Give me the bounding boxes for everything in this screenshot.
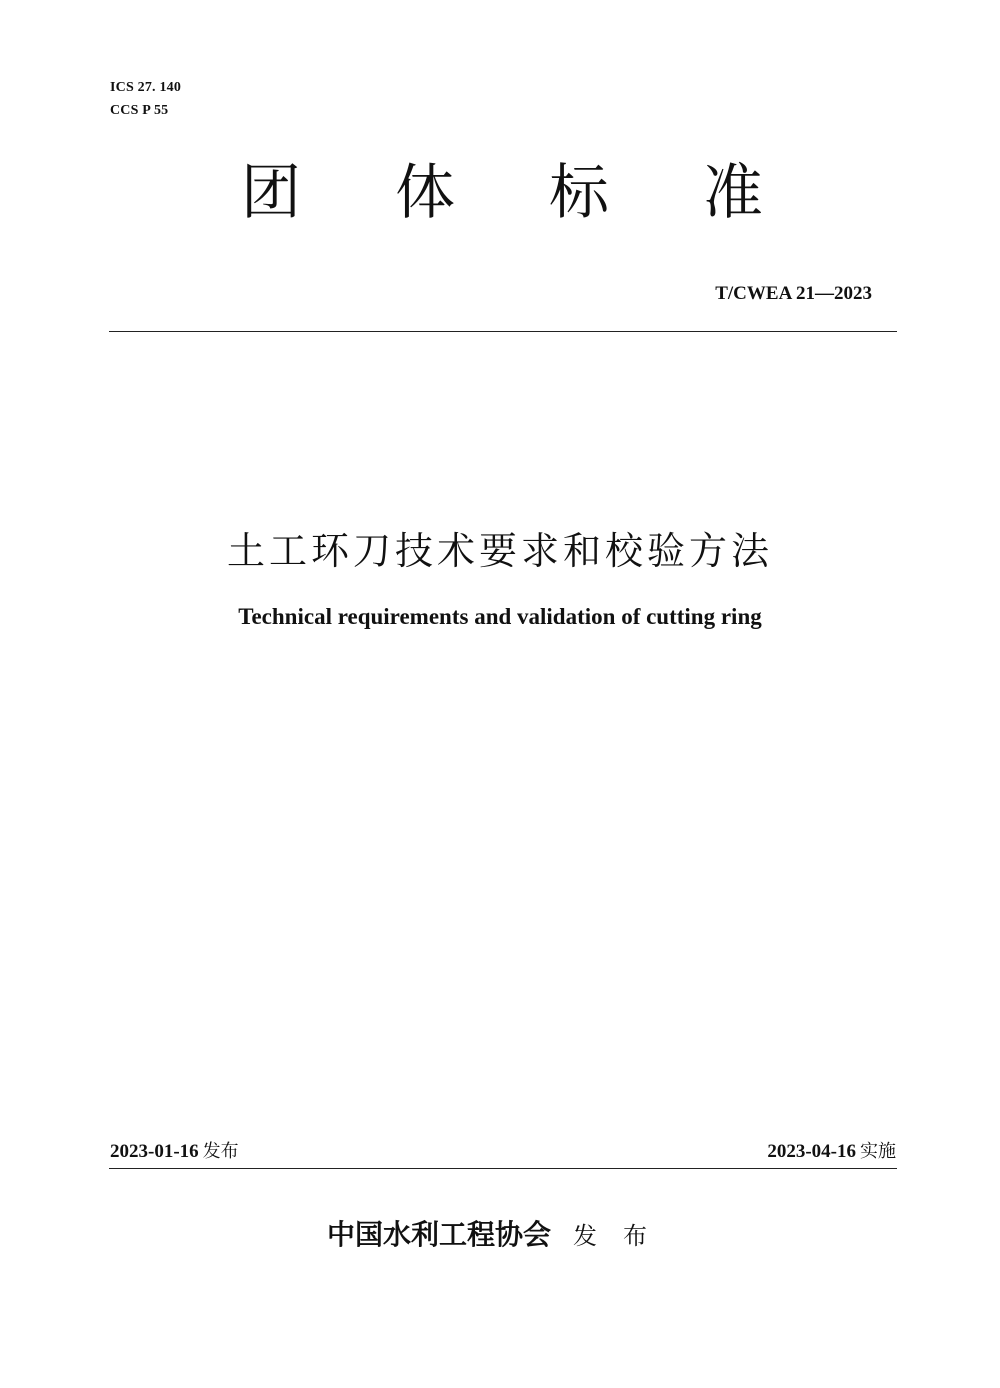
title-english: Technical requirements and validation of cutting ring xyxy=(238,604,762,629)
publish-date-value: 2023-01-16 xyxy=(110,1141,199,1162)
publish-date xyxy=(110,1137,239,1163)
publish-label: 发布 xyxy=(202,1141,239,1162)
standard-number: T/CWEA 21—2023 xyxy=(715,283,872,304)
implement-date-value: 2023-04-16 xyxy=(767,1141,856,1162)
category-char-2: 体 xyxy=(395,158,455,228)
bottom-divider xyxy=(109,1168,897,1169)
ics-code: ICS 27. 140 xyxy=(110,80,182,95)
top-divider xyxy=(109,331,897,332)
category-char-3: 标 xyxy=(549,158,609,228)
publisher xyxy=(0,1213,1000,1253)
implement-date xyxy=(767,1137,896,1163)
category-char-1: 团 xyxy=(241,158,301,228)
publisher-suffix: 发布 xyxy=(573,1222,673,1250)
ccs-code: CCS P 55 xyxy=(110,103,169,118)
implement-label: 实施 xyxy=(860,1141,896,1162)
category-char-4: 准 xyxy=(703,158,763,228)
publisher-name: 中国水利工程协会 xyxy=(326,1218,551,1251)
title-chinese: 土工环刀技术要求和校验方法 xyxy=(226,529,773,573)
